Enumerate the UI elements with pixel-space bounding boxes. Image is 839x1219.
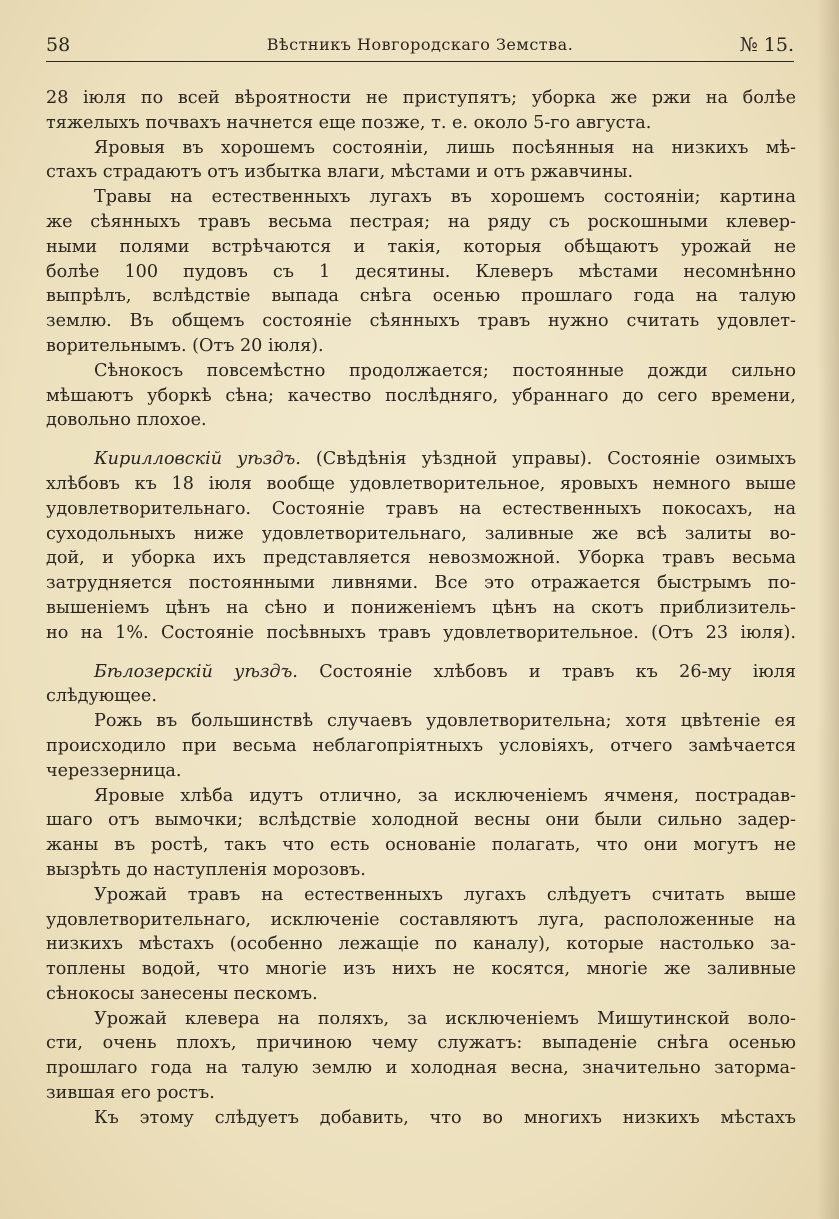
text-line: жаны въ ростѣ, такъ что есть основаніе полагать, что они могутъ не: [46, 835, 796, 856]
page-edge-shadow: [817, 0, 839, 1219]
text-line: шаго отъ вымочки; вслѣдствіе холодной весны они были сильно задер-: [46, 810, 796, 831]
text-line: Яровыя въ хорошемъ состояніи, лишь посѣянныя на низкихъ мѣ-: [94, 137, 796, 158]
text-line: стахъ страдаютъ отъ избытка влаги, мѣстами и отъ ржавчины.: [46, 162, 634, 183]
text-line: удовлетворительнаго, исключеніе составляютъ луга, расположенные на: [46, 909, 796, 930]
text-line: землю. Въ общемъ состояніе сѣянныхъ травъ нужно считать удовлет-: [46, 311, 796, 332]
text-line: зившая его ростъ.: [46, 1083, 215, 1104]
text-line: Яровые хлѣба идутъ отлично, за исключеніемъ ячменя, пострадав-: [94, 785, 796, 806]
text-line: удовлетворительнаго. Состояніе травъ на естественныхъ покосахъ, на: [46, 498, 796, 519]
text-line: Рожь въ большинствѣ случаевъ удовлетворительна; хотя цвѣтеніе ея: [94, 711, 796, 732]
text-line: происходило при весьма неблагопріятныхъ условіяхъ, отчего замѣчается: [46, 735, 796, 756]
text-line: дой, и уборка ихъ представляется невозможной. Уборка травъ весьма: [46, 548, 796, 569]
text-line: сти, очень плохъ, причиною чему служатъ: выпаденіе снѣга осенью: [46, 1033, 796, 1054]
running-header: [46, 32, 794, 62]
section-gap: [46, 646, 796, 660]
text-line: выпрѣлъ, вслѣдствіе выпада снѣга осенью прошлаго года на талую: [46, 286, 796, 307]
text-line: Къ этому слѣдуетъ добавить, что во многихъ низкихъ мѣстахъ: [94, 1107, 796, 1128]
text-line: топлены водой, что многіе изъ нихъ не косятся, многіе же заливные: [46, 959, 796, 980]
text-line: Сѣнокосъ повсемѣстно продолжается; постоянные дожди сильно: [94, 360, 796, 381]
text-line: Урожай клевера на поляхъ, за исключеніемъ Мишутинской воло-: [94, 1008, 796, 1029]
text-line: болѣе 100 пудовъ съ 1 десятины. Клеверъ мѣстами несомнѣнно: [46, 261, 796, 282]
journal-title: Вѣстникъ Новгородскаго Земства.: [266, 35, 574, 54]
text-line: вышеніемъ цѣнъ на сѣно и пониженіемъ цѣнъ на скотъ приблизитель-: [46, 597, 796, 618]
text-line: череззерница.: [46, 760, 182, 781]
text-line: низкихъ мѣстахъ (особенно лежащіе по каналу), которые настолько за-: [46, 934, 796, 955]
issue-number: № 15.: [739, 34, 794, 56]
district-name: Бѣлозерскій уѣздъ.: [94, 661, 298, 682]
district-heading-line: [46, 447, 796, 472]
text-line: Урожай травъ на естественныхъ лугахъ слѣдуетъ считать выше: [94, 884, 796, 905]
text-line: сѣнокосы занесены пескомъ.: [46, 983, 318, 1004]
text-line: 28 іюля по всей вѣроятности не приступятъ; уборка же ржи на болѣе: [46, 88, 796, 108]
text-span: (Свѣдѣнія уѣздной управы). Состояніе озимыхъ: [315, 449, 797, 470]
body-text: [46, 86, 796, 1131]
text-line: хлѣбовъ къ 18 іюля вообще удовлетворительное, яровыхъ немного выше: [46, 473, 796, 494]
text-line: ными полями встрѣчаются и такія, которыя обѣщаютъ урожай не: [46, 236, 796, 257]
text-line: суходольныхъ ниже удовлетворительнаго, заливные же всѣ залиты во-: [46, 523, 796, 544]
section-gap: [46, 433, 796, 447]
text-line: мѣшаютъ уборкѣ сѣна; качество послѣдняго, убраннаго до сего времени,: [46, 385, 796, 406]
text-line: но на 1%. Состояніе посѣвныхъ травъ удовлетворительное. (Отъ 23 іюля).: [46, 622, 796, 643]
text-span: Состояніе хлѣбовъ и травъ къ 26-му іюля: [319, 661, 796, 682]
district-heading-line: [46, 660, 796, 685]
text-line: слѣдующее.: [46, 686, 157, 707]
text-line: затрудняется постоянными ливнями. Все это отражается быстрымъ по-: [46, 573, 796, 594]
page-number: 58: [46, 34, 71, 56]
district-name: Кирилловскій уѣздъ.: [94, 449, 301, 470]
text-line: Травы на естественныхъ лугахъ въ хорошемъ состояніи; картина: [94, 187, 796, 208]
text-line: довольно плохое.: [46, 410, 207, 431]
text-line: же сѣянныхъ травъ весьма пестрая; на ряду съ роскошными клевер-: [46, 211, 796, 232]
header-rule: [46, 61, 794, 62]
text-line: тяжелыхъ почвахъ начнется еще позже, т. е. около 5-го августа.: [46, 112, 652, 133]
text-line: прошлаго года на талую землю и холодная весна, значительно затормa-: [46, 1058, 796, 1079]
text-line: вызрѣть до наступленія морозовъ.: [46, 859, 366, 880]
text-line: ворительнымъ. (Отъ 20 іюля).: [46, 335, 324, 356]
